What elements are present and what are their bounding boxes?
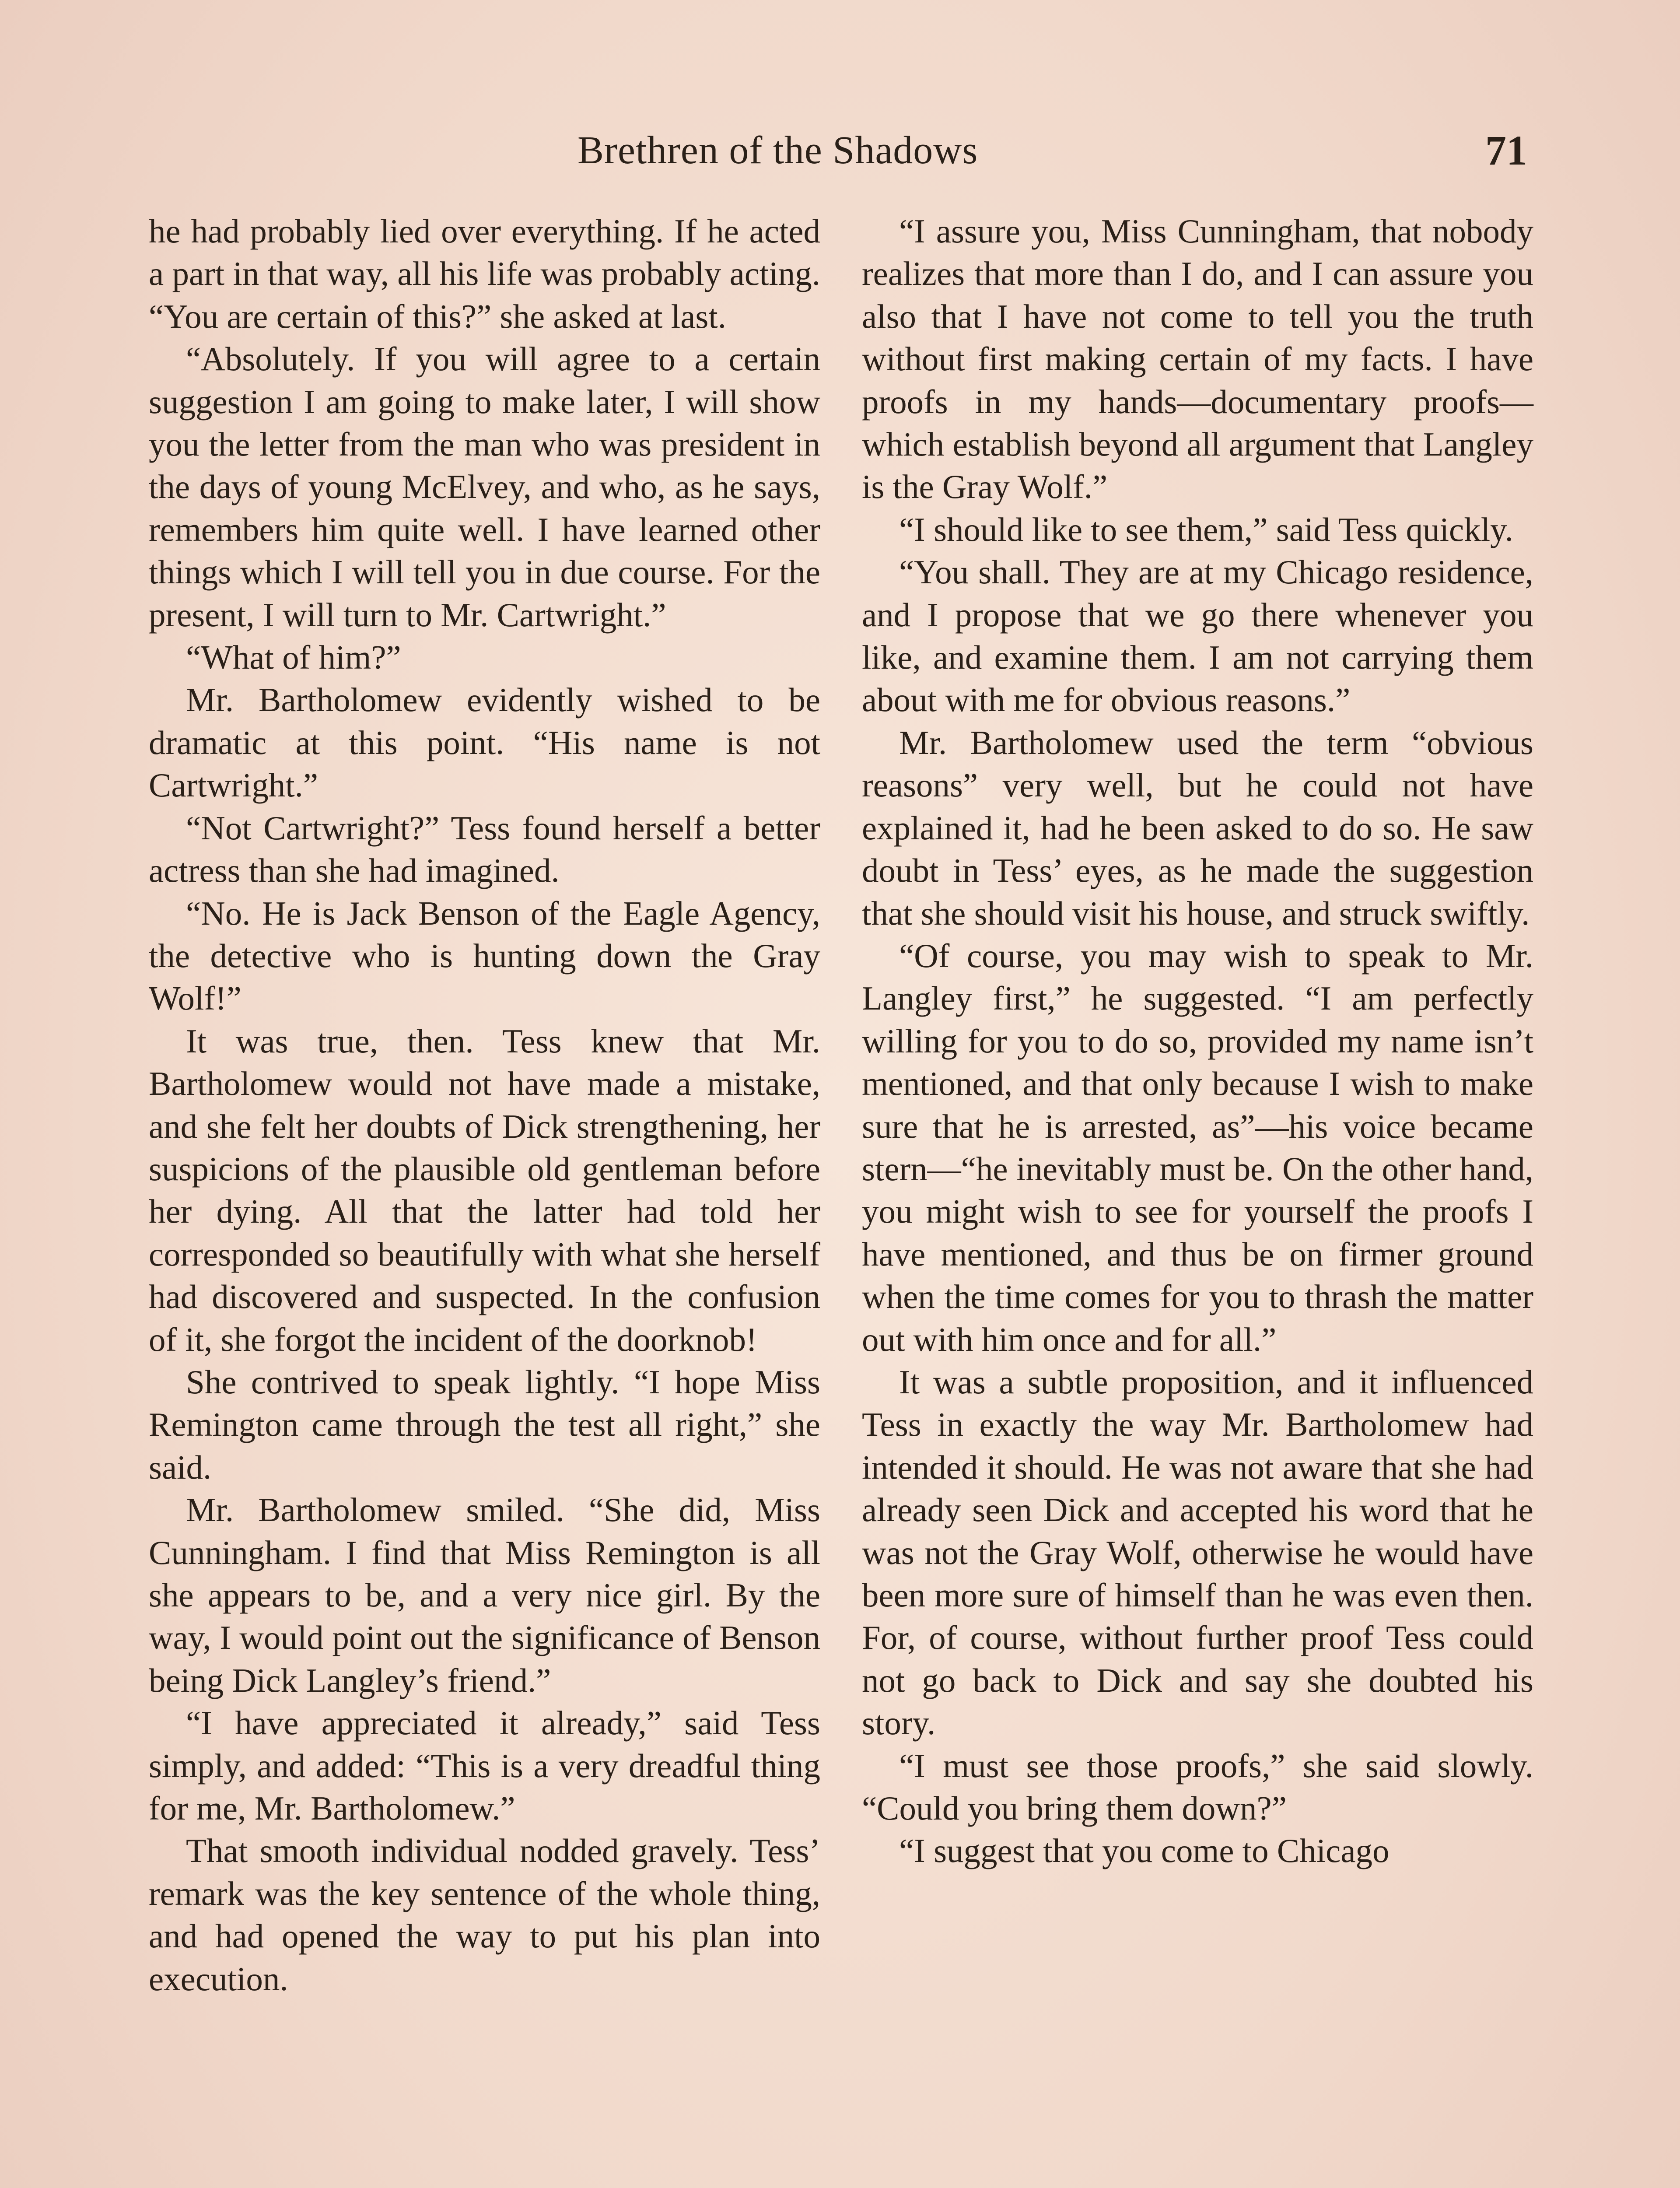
right-column: [862, 210, 1533, 1872]
paragraph: Mr. Bartholomew used the term “obvious reasons” very well, but he could not have explained it, had he been asked to do so. He saw doubt in Tess’ eyes, as he made the suggestion that she should visit his house, and struck swiftly.: [862, 723, 1533, 932]
paragraph: “I have appreciated it already,” said Tess simply, and added: “This is a very dreadful thing for me, Mr. Bartholomew.”: [149, 1704, 820, 1827]
paragraph: Mr. Bartholomew smiled. “She did, Miss Cunningham. I find that Miss Remington is all she appears to be, and a very nice girl. By the way, I would point out the significance of Benson being Dick Langley’s friend.”: [149, 1491, 820, 1699]
paragraph: Mr. Bartholomew evidently wished to be dramatic at this point. “His name is not Cartwright.”: [149, 681, 820, 804]
paragraph: It was a subtle proposition, and it influenced Tess in exactly the way Mr. Bartholomew had intended it should. He was not aware that she had already seen Dick and accepted his word that he was not the Gray Wolf, otherwise he would have been more sure of himself than he was even then. For, of course, without further proof Tess could not go back to Dick and say she doubted his story.: [862, 1363, 1533, 1742]
paragraph: “No. He is Jack Benson of the Eagle Agency, the detective who is hunting down the Gray Wolf!”: [149, 894, 820, 1017]
left-column: [149, 210, 820, 2000]
paragraph: She contrived to speak lightly. “I hope Miss Remington came through the test all right,” she said.: [149, 1363, 820, 1486]
paragraph: “Of course, you may wish to speak to Mr. Langley first,” he suggested. “I am perfectly willing for you to do so, provided my name isn’t mentioned, and that only because I wish to make sure that he is arrested, as”—his voice became stern—“he inevitably must be. On the other hand, you might wish to see for yourself the proofs I have mentioned, and thus be on firmer ground when the time comes for you to thrash the matter out with him once and for all.”: [862, 936, 1533, 1358]
paragraph: “I assure you, Miss Cunningham, that nobody realizes that more than I do, and I can assure you also that I have not come to tell you the truth without first making certain of my facts. I have proofs in my hands—documentary proofs—which establish beyond all argument that Langley is the Gray Wolf.”: [862, 212, 1533, 506]
paragraph: “I should like to see them,” said Tess quickly.: [899, 510, 1513, 548]
paragraph: he had probably lied over everything. If he acted a part in that way, all his life was probably acting. “You are certain of this?” she asked at last.: [149, 212, 820, 335]
paragraph: That smooth individual nodded gravely. Tess’ remark was the key sentence of the whole thing, and had opened the way to put his plan into execution.: [149, 1832, 820, 1998]
paragraph: “Not Cartwright?” Tess found herself a better actress than she had imagined.: [149, 809, 820, 890]
paragraph: “You shall. They are at my Chicago residence, and I propose that we go there whenever you like, and examine them. I am not carrying them about with me for obvious reasons.”: [862, 553, 1533, 719]
running-title: Brethren of the Shadows: [578, 129, 978, 172]
paragraph: “I suggest that you come to Chicago: [899, 1832, 1390, 1870]
paragraph: It was true, then. Tess knew that Mr. Bartholomew would not have made a mistake, and she felt her doubts of Dick strengthening, her suspicions of the plausible old gentleman before her dying. All that the latter had told her corresponded so beautifully with what she herself had discovered and suspected. In the confusion of it, she forgot the incident of the doorknob!: [149, 1022, 820, 1358]
paragraph: “Absolutely. If you will agree to a certain suggestion I am going to make later, I will show you the letter from the man who was president in the days of young McElvey, and who, as he says, remembers him quite well. I have learned other things which I will tell you in due course. For the present, I will turn to Mr. Cartwright.”: [149, 340, 820, 634]
paragraph: “I must see those proofs,” she said slowly. “Could you bring them down?”: [862, 1746, 1533, 1827]
paragraph: “What of him?”: [186, 638, 401, 677]
page-number: 71: [1485, 127, 1527, 174]
